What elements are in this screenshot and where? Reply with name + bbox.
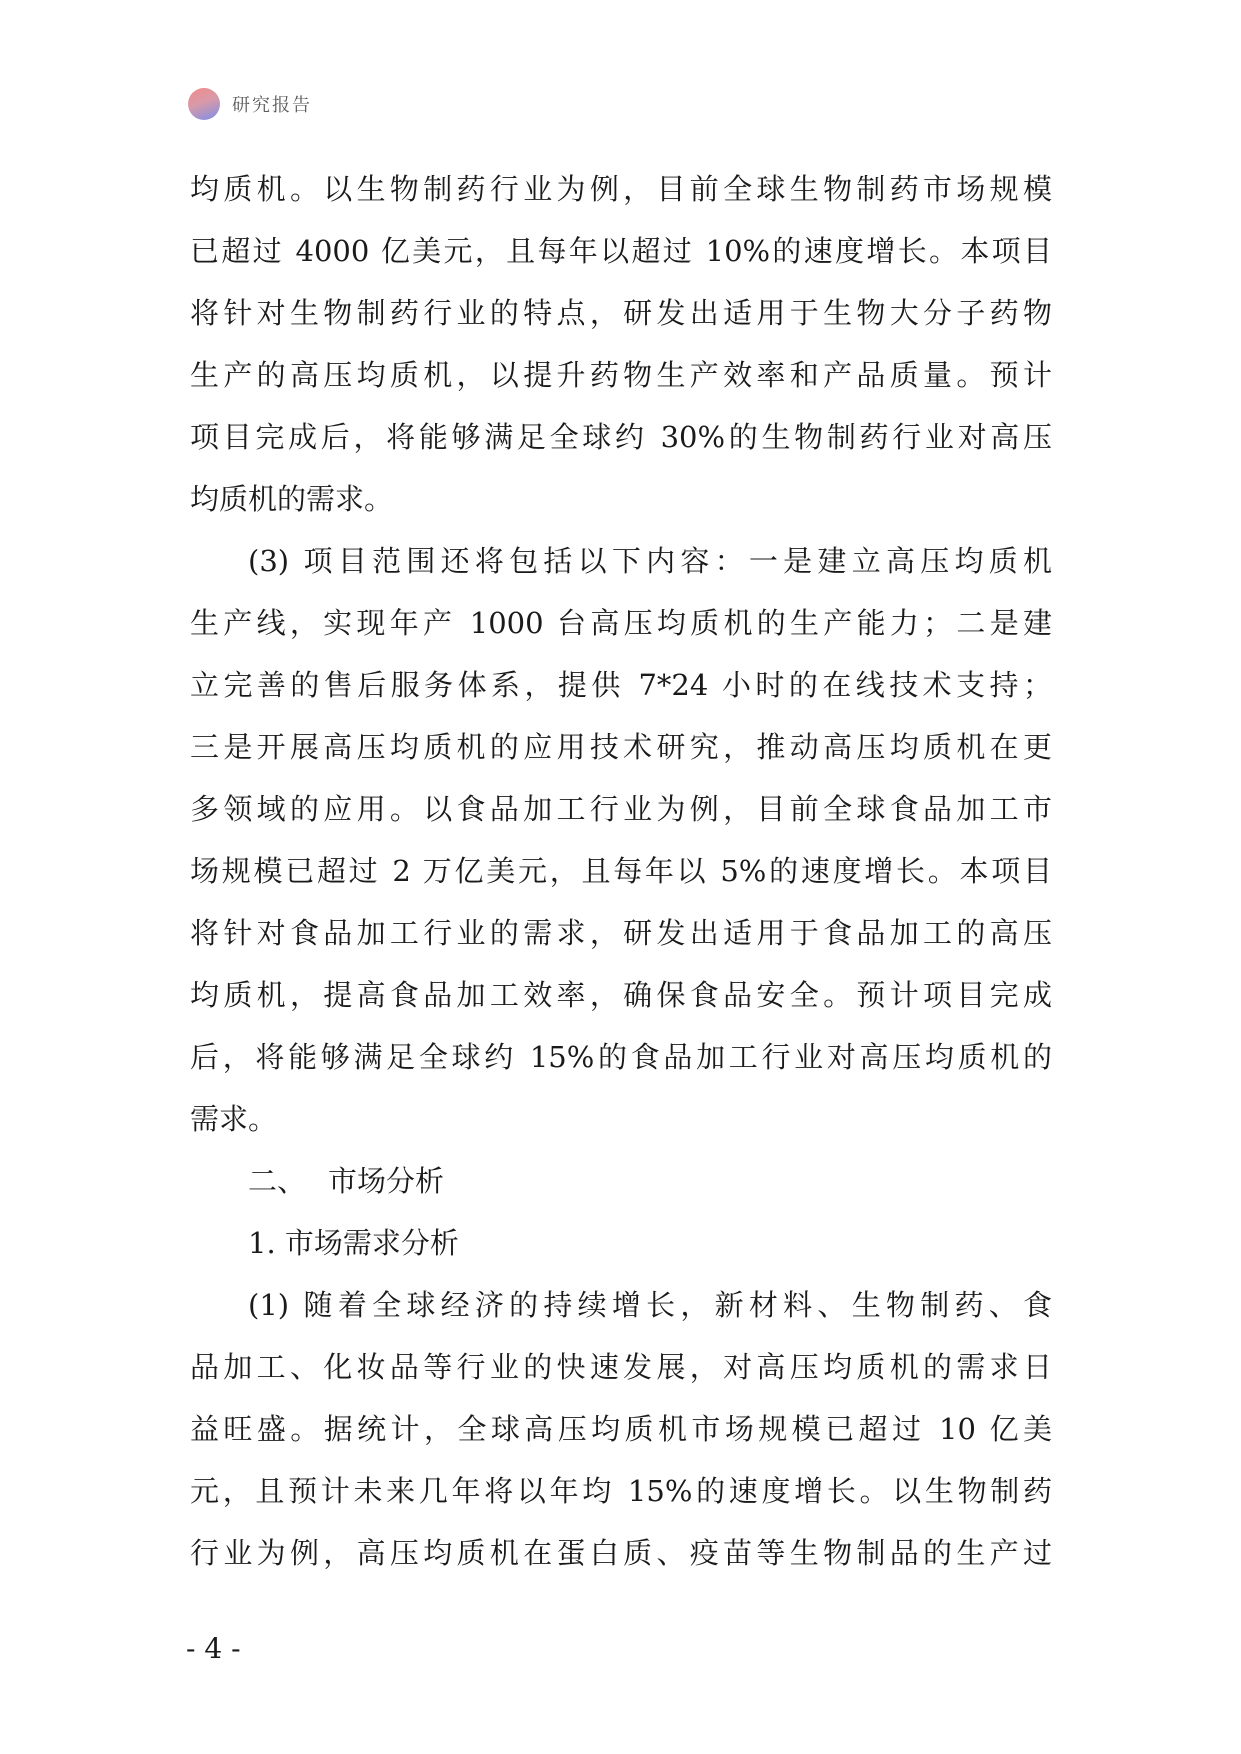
- text-line: 均质机的需求。: [190, 482, 394, 516]
- text-line: 行业为例，高压均质机在蛋白质、疫苗等生物制品的生产过: [190, 1536, 1052, 1570]
- section-number: 二、: [248, 1164, 307, 1198]
- text-line: 生产线，实现年产 1000 台高压均质机的生产能力；二是建: [190, 606, 1052, 640]
- text-line: 已超过 4000 亿美元，且每年以超过 10%的速度增长。本项目: [190, 234, 1052, 268]
- text-line: 生产的高压均质机，以提升药物生产效率和产品质量。预计: [190, 358, 1052, 392]
- text-line: (3) 项目范围还将包括以下内容：一是建立高压均质机: [248, 544, 1052, 578]
- section-title: 市场分析: [328, 1164, 445, 1198]
- text-line: 均质机，提高食品加工效率，确保食品安全。预计项目完成: [190, 978, 1052, 1012]
- body-text: [190, 158, 1052, 1584]
- text-line: 多领域的应用。以食品加工行业为例，目前全球食品加工市: [190, 792, 1052, 826]
- text-line: 立完善的售后服务体系，提供 7*24 小时的在线技术支持；: [190, 668, 1052, 702]
- text-line: 元，且预计未来几年将以年均 15%的速度增长。以生物制药: [190, 1474, 1052, 1508]
- section-heading: [190, 1150, 1052, 1212]
- text-line: 场规模已超过 2 万亿美元，且每年以 5%的速度增长。本项目: [190, 854, 1052, 888]
- text-line: 三是开展高压均质机的应用技术研究，推动高压均质机在更: [190, 730, 1052, 764]
- text-line: 将针对生物制药行业的特点，研发出适用于生物大分子药物: [190, 296, 1052, 330]
- page-number: - 4 -: [186, 1632, 241, 1665]
- text-line: 均质机。以生物制药行业为例，目前全球生物制药市场规模: [190, 172, 1052, 206]
- text-line: 品加工、化妆品等行业的快速发展，对高压均质机的需求日: [190, 1350, 1052, 1384]
- text-line: 后，将能够满足全球约 15%的食品加工行业对高压均质机的: [190, 1040, 1052, 1074]
- page-header: [188, 88, 312, 120]
- text-line: 项目完成后，将能够满足全球约 30%的生物制药行业对高压: [190, 420, 1052, 454]
- text-line: 将针对食品加工行业的需求，研发出适用于食品加工的高压: [190, 916, 1052, 950]
- text-line: (1) 随着全球经济的持续增长，新材料、生物制药、食: [248, 1288, 1052, 1322]
- text-line: 益旺盛。据统计，全球高压均质机市场规模已超过 10 亿美: [190, 1412, 1052, 1446]
- text-line: 需求。: [190, 1102, 278, 1136]
- header-title: 研究报告: [232, 95, 312, 116]
- subsection-heading: 1. 市场需求分析: [248, 1226, 459, 1260]
- report-logo-icon: [188, 88, 220, 120]
